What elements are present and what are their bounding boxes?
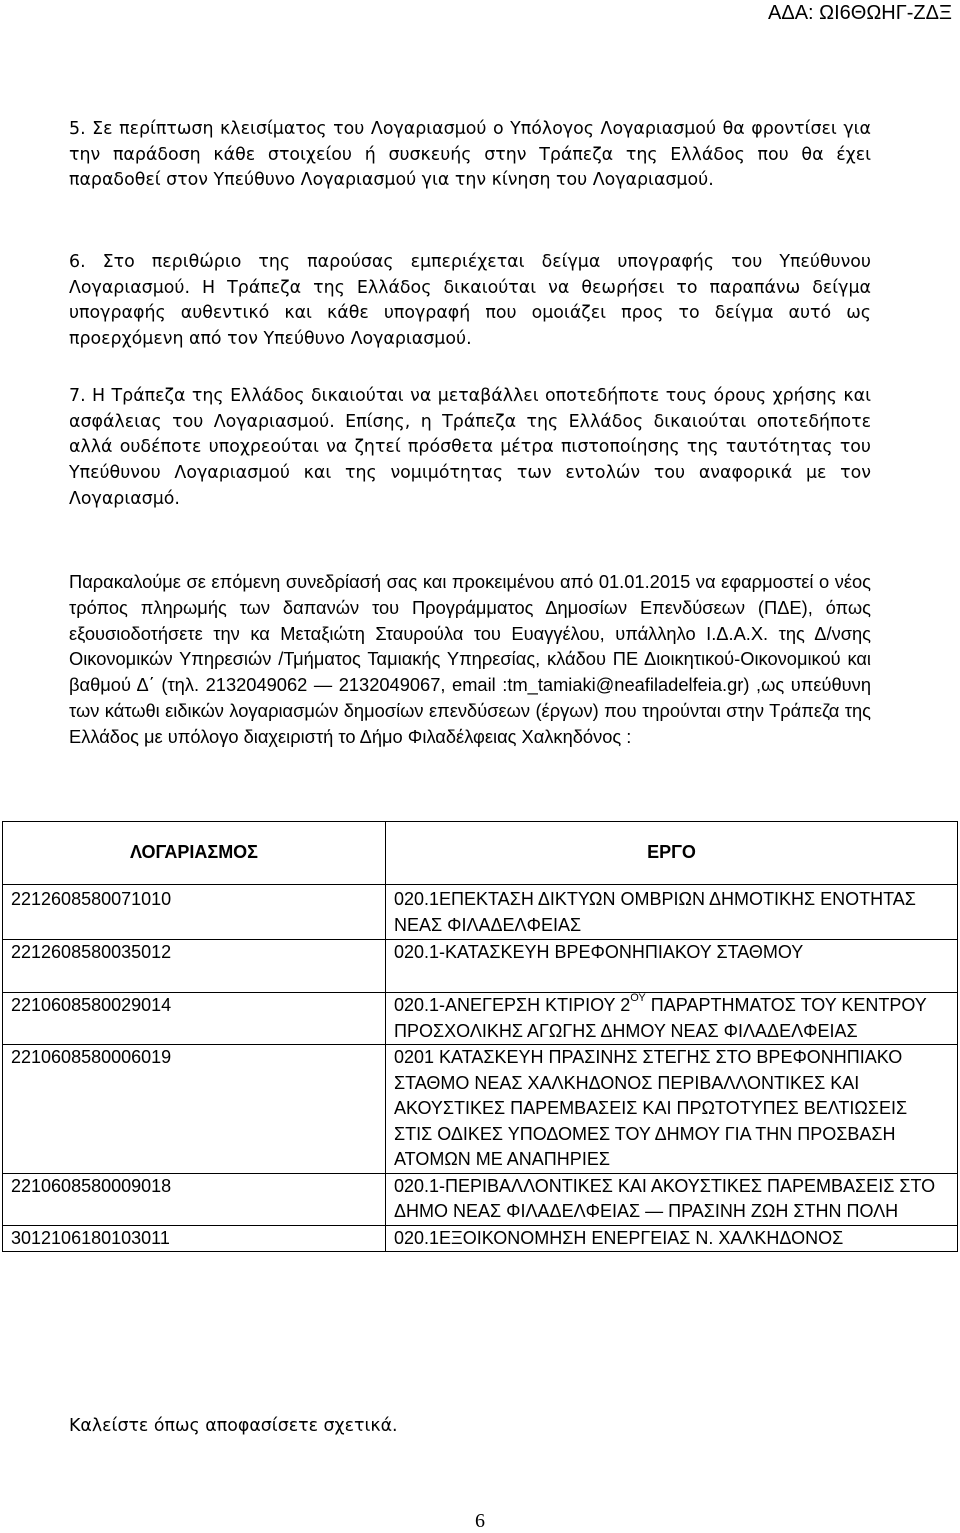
account-cell: 2212608580035012: [3, 940, 386, 993]
account-cell: 2210608580006019: [3, 1045, 386, 1174]
table-row: [3, 993, 958, 1045]
paragraph-7: 7. Η Τράπεζα της Ελλάδος δικαιούται να μεταβάλλει οποτεδήποτε τους όρους χρήσης και ασφάλειας του Λογαριασμού. Επίσης, η Τράπεζα της Ελλάδος δικαιούται οποτεδήποτε αλλά ουδέποτε υποχρεούται να ζητεί πρόσθετα μέτρα πιστοποίησης της ταυτότητας του Υπεύθυνου Λογαριασμού και της νομιμότητας των εντολών του αναφορικά με τον Λογαριασμό.: [69, 386, 871, 509]
paragraph-5: 5. Σε περίπτωση κλεισίματος του Λογαριασμού ο Υπόλογος Λογαριασμού θα φροντίσει για την παράδοση κάθε στοιχείου ή συσκευής στην Τράπεζα της Ελλάδος που θα έχει παραδοθεί στον Υπεύθυνο Λογαριασμού για την κίνηση του Λογαριασμού.: [69, 119, 871, 191]
project-cell: 020.1-ΠΕΡΙΒΑΛΛΟΝΤΙΚΕΣ ΚΑΙ ΑΚΟΥΣΤΙΚΕΣ ΠΑΡΕΜΒΑΣΕΙΣ ΣΤΟ ΔΗΜΟ ΝΕΑΣ ΦΙΛΑΔΕΛΦΕΙΑΣ — ΠΡΑΣΙΝΗ ΖΩΗ ΣΤΗΝ ΠΟΛΗ: [386, 1173, 958, 1225]
account-cell: 2210608580029014: [3, 993, 386, 1045]
request-paragraph: Παρακαλούμε σε επόμενη συνεδρίασή σας και προκειμένου από 01.01.2015 να εφαρμοστεί ο νέος τρόπος πληρωμής των δαπανών του Προγράμματος Δημοσίων Επενδύσεων (ΠΔΕ), όπως εξουσιοδοτήσετε την κα Μεταξιώτη Σταυρούλα του Ευαγγέλου, υπάλληλο Ι.Δ.Α.Χ. της Δ/νσης Οικονομικών Υπηρεσιών /Τμήματος Ταμιακής Υπηρεσίας, κλάδου ΠΕ Διοικητικού-Οικονομικού και βαθμού Δ΄ (τηλ. 2132049062 — 2132049067, email :tm_tamiaki@neafiladelfeia.gr) ,ως υπεύθυνη των κάτωθι ειδικών λογαριασμών δημοσίων επενδύσεων (έργων) που τηρούνται στην Τράπεζα της Ελλάδος με υπόλογο διαχειριστή το Δήμο Φιλαδέλφειας Χαλκηδόνος :: [69, 571, 871, 747]
table-row: [3, 940, 958, 993]
header-project: ΕΡΓΟ: [386, 822, 958, 885]
page-number: 6: [475, 1510, 485, 1532]
account-cell: 2210608580009018: [3, 1173, 386, 1225]
account-cell: 2212608580071010: [3, 885, 386, 940]
table-row: [3, 1045, 958, 1174]
project-cell: 020.1-ΚΑΤΑΣΚΕΥΗ ΒΡΕΦΟΝΗΠΙΑΚΟΥ ΣΤΑΘΜΟΥ: [386, 940, 958, 993]
project-cell: 020.1ΕΠΕΚΤΑΣΗ ΔΙΚΤΥΩΝ ΟΜΒΡΙΩΝ ΔΗΜΟΤΙΚΗΣ ΕΝΟΤΗΤΑΣ ΝΕΑΣ ΦΙΛΑΔΕΛΦΕΙΑΣ: [386, 885, 958, 940]
project-cell: 020.1ΕΞΟΙΚΟΝΟΜΗΣΗ ΕΝΕΡΓΕΙΑΣ Ν. ΧΑΛΚΗΔΟΝΟΣ: [386, 1225, 958, 1252]
table-row: [3, 1225, 958, 1252]
project-text: 020.1-ΑΝΕΓΕΡΣΗ ΚΤΙΡΙΟΥ 2: [394, 995, 631, 1015]
project-text: ΠΑΡΑΡΤΗΜΑΤΟΣ ΤΟΥ ΚΕΝΤΡΟΥ ΠΡΟΣΧΟΛΙΚΗΣ ΑΓΩΓΗΣ ΔΗΜΟΥ ΝΕΑΣ ΦΙΛΑΔΕΛΦΕΙΑΣ: [394, 995, 927, 1041]
header-account: ΛΟΓΑΡΙΑΣΜΟΣ: [3, 822, 386, 885]
account-cell: 3012106180103011: [3, 1225, 386, 1252]
project-cell: [386, 993, 958, 1045]
table-header-row: [3, 822, 958, 885]
table-row: [3, 1173, 958, 1225]
project-cell: 0201 ΚΑΤΑΣΚΕΥΗ ΠΡΑΣΙΝΗΣ ΣΤΕΓΗΣ ΣΤΟ ΒΡΕΦΟΝΗΠΙΑΚΟ ΣΤΑΘΜΟ ΝΕΑΣ ΧΑΛΚΗΔΟΝΟΣ ΠΕΡΙΒΑΛΛΟΝΤΙΚΕΣ ΚΑΙ ΑΚΟΥΣΤΙΚΕΣ ΠΑΡΕΜΒΑΣΕΙΣ ΚΑΙ ΠΡΩΤΟΤΥΠΕΣ ΒΕΛΤΙΩΣΕΙΣ ΣΤΙΣ ΟΔΙΚΕΣ ΥΠΟΔΟΜΕΣ ΤΟΥ ΔΗΜΟΥ ΓΙΑ ΤΗΝ ΠΡΟΣΒΑΣΗ ΑΤΟΜΩΝ ΜΕ ΑΝΑΠΗΡΙΕΣ: [386, 1045, 958, 1174]
ada-code: ΑΔΑ: ΩΙ6ΘΩΗΓ-ΖΔΞ: [768, 2, 952, 24]
accounts-table: [2, 821, 958, 1252]
closing-line: Καλείστε όπως αποφασίσετε σχετικά.: [69, 1416, 398, 1436]
ordinal-superscript: ΟΥ: [630, 992, 646, 1004]
table-row: [3, 885, 958, 940]
paragraph-6: 6. Στο περιθώριο της παρούσας εμπεριέχεται δείγμα υπογραφής του Υπεύθυνου Λογαριασμού. Η Τράπεζα της Ελλάδος δικαιούται να θεωρήσει το παραπάνω δείγμα υπογραφής αυθεντικό και κάθε υπογραφή που ομοιάζει προς το δείγμα αυτό ως προερχόμενη από τον Υπεύθυνο Λογαριασμού.: [69, 252, 871, 350]
